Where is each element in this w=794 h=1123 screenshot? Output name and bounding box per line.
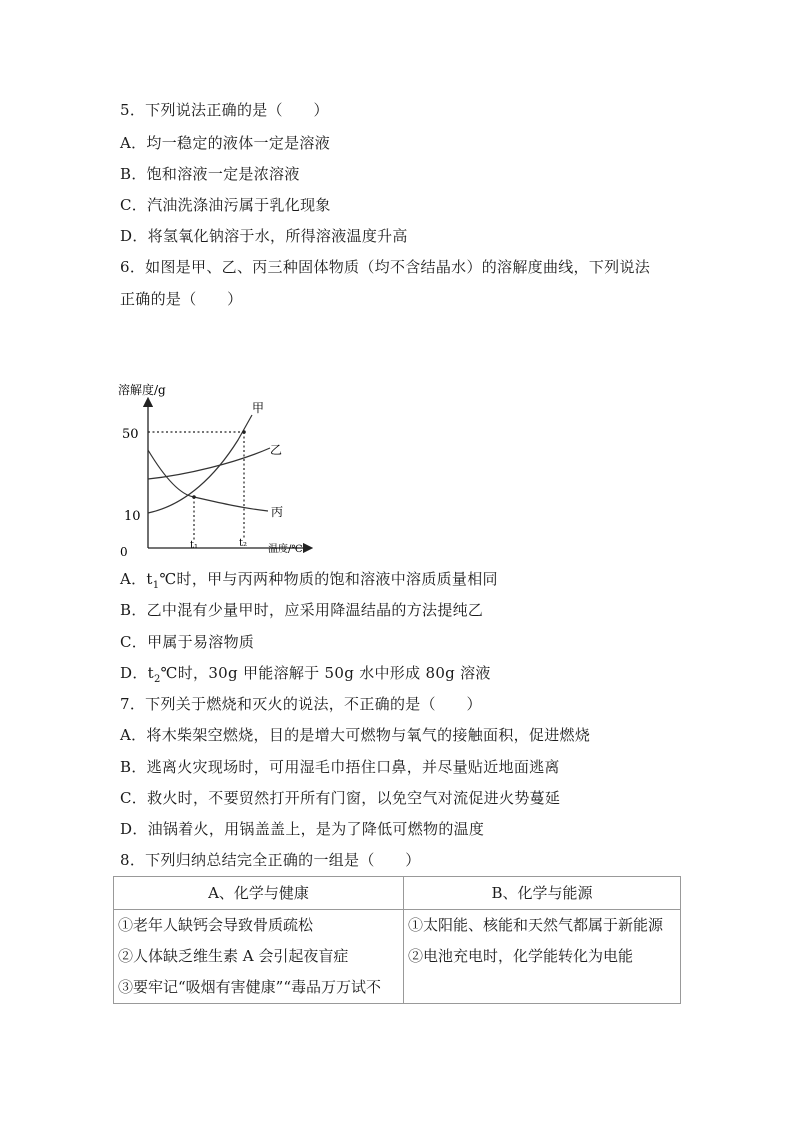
q8-cell-a	[114, 910, 404, 1004]
q6-stem-line2: 正确的是（ ）	[120, 290, 243, 308]
solubility-curve-figure	[116, 380, 316, 560]
q8-b-item-1: ①太阳能、核能和天然气都属于新能源	[408, 916, 664, 934]
q8-header-a: A、化学与健康	[114, 877, 404, 910]
q8-stem: 8．下列归纳总结完全正确的一组是（ ）	[120, 851, 421, 869]
curve-bing	[148, 450, 268, 511]
x-tick-t2: t₂	[239, 538, 248, 549]
curve-yi	[148, 448, 270, 479]
q7-option-d: D．油锅着火，用锅盖盖上，是为了降低可燃物的温度	[120, 820, 485, 838]
q5-option-d: D．将氢氧化钠溶于水，所得溶液温度升高	[120, 227, 408, 245]
q6-option-a-sub: 1	[152, 580, 160, 591]
q8-cell-b	[404, 910, 681, 1004]
y-tick-50: 50	[122, 427, 139, 442]
q7-option-c: C．救火时，不要贸然打开所有门窗，以免空气对流促进火势蔓延	[120, 789, 561, 807]
q7-stem: 7．下列关于燃烧和灭火的说法，不正确的是（ ）	[120, 695, 482, 713]
q6-stem-line1: 6．如图是甲、乙、丙三种固体物质（均不含结晶水）的溶解度曲线，下列说法	[120, 258, 651, 276]
q6-option-a-text: ℃时，甲与丙两种物质的饱和溶液中溶质质量相同	[159, 570, 498, 588]
y-axis-label: 溶解度/g	[118, 383, 166, 397]
q6-option-b: B．乙中混有少量甲时，应采用降温结晶的方法提纯乙	[120, 601, 484, 619]
q8-header-b: B、化学与能源	[404, 877, 681, 910]
q5-option-c: C．汽油洗涤油污属于乳化现象	[120, 196, 331, 214]
q8-table-body-row	[114, 910, 681, 1004]
q6-option-c: C．甲属于易溶物质	[120, 633, 255, 651]
intersection-t2	[242, 430, 246, 434]
q8-a-item-3: ③要牢记“吸烟有害健康”“毒品万万试不	[118, 978, 382, 996]
q5-option-a: A．均一稳定的液体一定是溶液	[120, 134, 331, 152]
q8-b-item-2: ②电池充电时，化学能转化为电能	[408, 947, 634, 965]
q8-table-header-row	[114, 877, 681, 910]
q8-a-item-1: ①老年人缺钙会导致骨质疏松	[118, 916, 314, 934]
intersection-t1	[192, 495, 196, 499]
series-label-bing: 丙	[271, 505, 284, 519]
x-axis-label: 温度/℃	[268, 544, 303, 555]
q8-table	[113, 876, 681, 1004]
q6-option-d-sub: 2	[153, 674, 161, 685]
q6-option-a	[120, 569, 498, 589]
q5-option-b: B．饱和溶液一定是浓溶液	[120, 165, 300, 183]
q7-option-a: A．将木柴架空燃烧，目的是增大可燃物与氧气的接触面积，促进燃烧	[120, 726, 591, 744]
q6-option-d-text: ℃时，30g 甲能溶解于 50g 水中形成 80g 溶液	[160, 664, 491, 682]
series-label-yi: 乙	[270, 443, 283, 457]
x-tick-t1: t₁	[190, 540, 199, 551]
q6-option-d-prefix: D．t	[120, 664, 154, 682]
q7-option-b: B．逃离火灾现场时，可用湿毛巾捂住口鼻，并尽量贴近地面逃离	[120, 758, 560, 776]
q6-option-d	[120, 663, 491, 683]
y-tick-10: 10	[124, 509, 141, 524]
series-label-jia: 甲	[252, 401, 265, 415]
q5-stem: 5．下列说法正确的是（ ）	[120, 101, 329, 119]
q8-a-item-2: ②人体缺乏维生素 A 会引起夜盲症	[118, 947, 349, 965]
origin-label: 0	[120, 545, 128, 559]
q6-option-a-prefix: A．t	[120, 570, 153, 588]
